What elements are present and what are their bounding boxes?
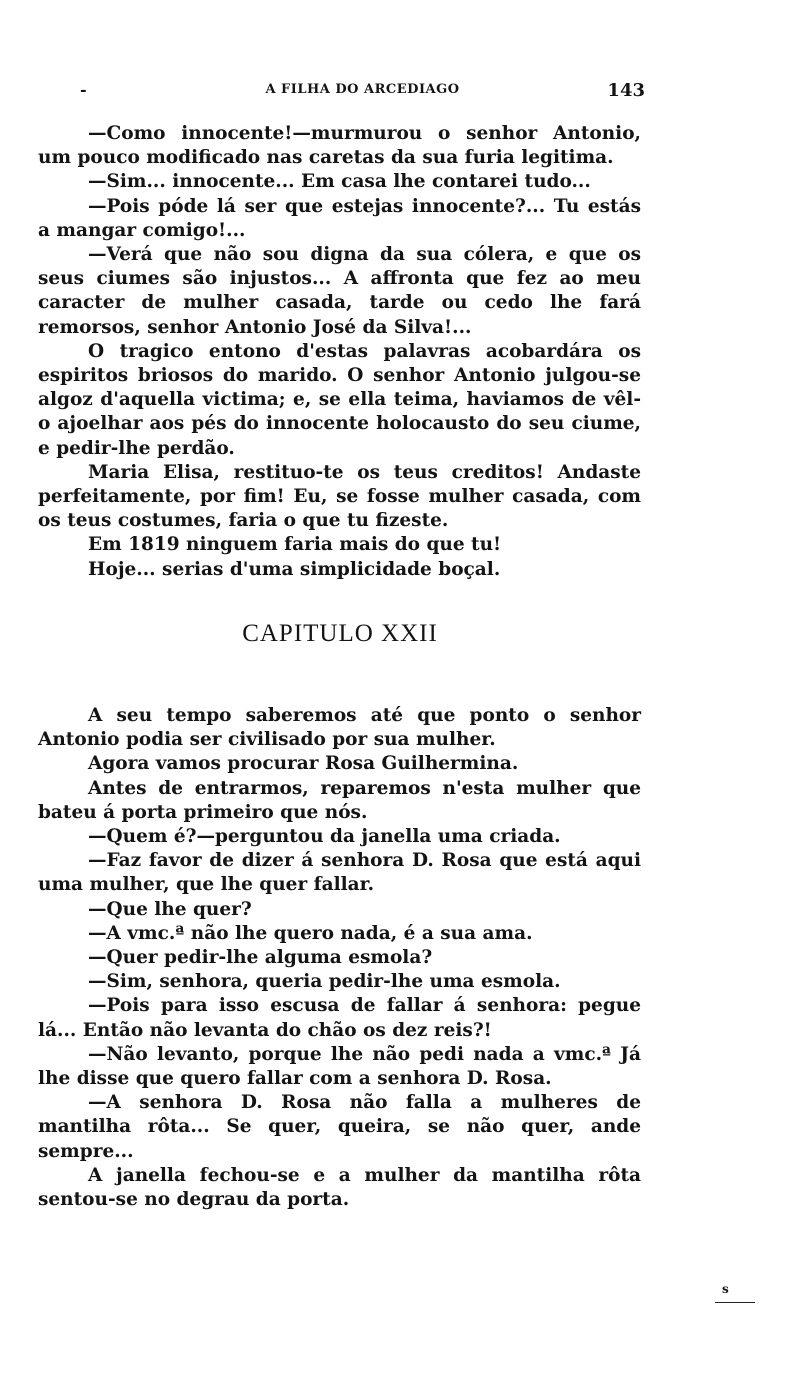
- paragraph: —Verá que não sou digna da sua cólera, e que os seus ciumes são injustos... A affronta que fez ao meu caracter de mulher casada, tarde ou cedo lhe fará remorsos, senhor Antonio José da Silva!...: [38, 244, 641, 338]
- paragraph: —Que lhe quer?: [88, 898, 252, 920]
- paragraph: —A vmc.ª não lhe quero nada, é a sua ama.: [88, 922, 533, 944]
- running-head: [80, 80, 645, 104]
- body-text-bottom: [38, 704, 641, 1212]
- running-head-title: A FILHA DO ARCEDIAGO: [265, 82, 460, 97]
- paragraph: —Sim... innocente... Em casa lhe contarei tudo...: [88, 171, 591, 193]
- signature-mark: s: [722, 1282, 729, 1296]
- chapter-heading: CAPITULO XXII: [242, 620, 438, 647]
- paragraph: O tragico entono d'estas palavras acobardára os espiritos briosos do marido. O senhor Antonio julgou-se algoz d'aquella victima; e, se ella teima, haviamos de vêl-o ajoelhar aos pés do innocente holocausto do seu ciume, e pedir-lhe perdão.: [38, 340, 641, 459]
- paragraph: —Não levanto, porque lhe não pedi nada a vmc.ª Já lhe disse que quero fallar com a senhora D. Rosa.: [38, 1043, 641, 1090]
- paragraph: Agora vamos procurar Rosa Guilhermina.: [88, 753, 519, 775]
- paragraph: A janella fechou-se e a mulher da mantilha rôta sentou-se no degrau da porta.: [38, 1164, 641, 1211]
- paragraph: Em 1819 ninguem faria mais do que tu!: [88, 534, 502, 556]
- running-head-mark: -: [80, 80, 87, 99]
- paragraph: —Quer pedir-lhe alguma esmola?: [88, 947, 433, 969]
- paragraph: Hoje... serias d'uma simplicidade boçal.: [88, 558, 501, 580]
- paragraph: —Faz favor de dizer á senhora D. Rosa que está aqui uma mulher, que lhe quer fallar.: [38, 850, 641, 896]
- paragraph: —Quem é?—perguntou da janella uma criada.: [88, 826, 561, 848]
- paragraph: Antes de entrarmos, reparemos n'esta mulher que bateu á porta primeiro que nós.: [38, 777, 641, 823]
- paragraph: —A senhora D. Rosa não falla a mulheres de mantilha rôta... Se quer, queira, se não quer, ande sempre...: [38, 1092, 641, 1162]
- paragraph: Maria Elisa, restituo-te os teus creditos! Andaste perfeitamente, por fim! Eu, se fosse mulher casada, com os teus costumes, faria o que tu fizeste.: [38, 461, 641, 532]
- paragraph: —Pois póde lá ser que estejas innocente?... Tu estás a mangar comigo!...: [38, 195, 641, 241]
- signature-rule: [715, 1302, 755, 1303]
- paragraph: —Sim, senhora, queria pedir-lhe uma esmola.: [88, 971, 561, 993]
- paragraph: —Pois para isso escusa de fallar á senhora: pegue lá... Então não levanta do chão os dez reis?!: [38, 995, 641, 1041]
- page-number: 143: [607, 80, 645, 101]
- paragraph: A seu tempo saberemos até que ponto o senhor Antonio podia ser civilisado por sua mulher.: [38, 705, 641, 751]
- body-text-top: [38, 122, 641, 582]
- paragraph: —Como innocente!—murmurou o senhor Antonio, um pouco modificado nas caretas da sua furia legitima.: [38, 123, 641, 169]
